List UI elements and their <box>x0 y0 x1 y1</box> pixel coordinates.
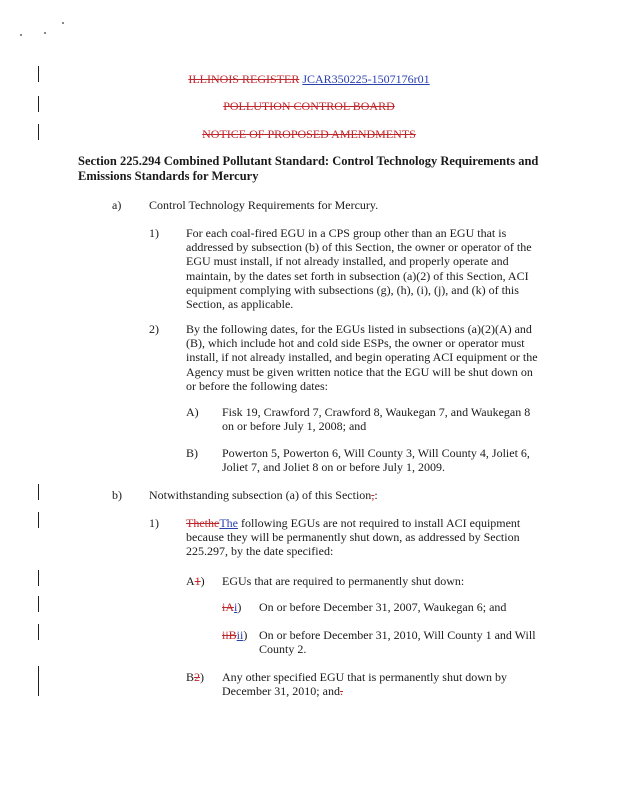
revision-bar <box>38 484 39 500</box>
scan-speck <box>20 34 22 36</box>
item-bAi-text: On or before December 31, 2007, Waukegan 6; and <box>259 600 507 614</box>
section-title: Section 225.294 Combined Pollutant Standard: Control Technology Requirements and Emissions Standards for Mercury <box>78 154 539 183</box>
item-a2A-label: A) <box>186 405 199 419</box>
notice-header: NOTICE OF PROPOSED AMENDMENTS <box>202 127 416 141</box>
item-a2-text: By the following dates, for the EGUs listed in subsections (a)(2)(A) and (B), which include hot and cold side ESPs, the owner or operator must install, if not already installed, and begin operating ACI equipment or the Agency must be given written notice that the EGU will be shut down on or before the following dates: <box>186 322 538 393</box>
item-a2B-label: B) <box>186 446 198 460</box>
subsection-a-label: a) <box>112 198 122 212</box>
item-b1-label: 1) <box>149 516 159 530</box>
item-bAi-label: iAi) <box>222 600 242 614</box>
board-header: POLLUTION CONTROL BOARD <box>223 99 395 113</box>
item-a1-text: For each coal-fired EGU in a CPS group other than an EGU that is addressed by subsection (b) of this Section, the owner or operator of the EGU must install, if not already installed, and properly operate and maintain, by the dates set forth in subsection (a)(2) of this Section, ACI equipment complying with subsections (g), (h), (i), (j), and (k) of this Section, as applicable. <box>186 226 532 312</box>
item-a2A-text: Fisk 19, Crawford 7, Crawford 8, Waukegan 7, and Waukegan 8 on or before July 1, 2008; and <box>222 405 531 434</box>
revision-bar <box>38 596 39 612</box>
item-bB-label: B2) <box>186 670 205 684</box>
subsection-b-label: b) <box>112 488 122 502</box>
item-a1-label: 1) <box>149 226 159 240</box>
register-header: ILLINOIS REGISTER JCAR350225-1507176r01 <box>188 72 430 86</box>
subsection-a-heading: Control Technology Requirements for Mercury. <box>149 198 379 212</box>
item-bA-label: A1) <box>186 574 205 588</box>
subsection-b-heading: Notwithstanding subsection (a) of this Section,: <box>149 488 378 502</box>
scan-speck <box>62 22 64 24</box>
item-b1-text: ThetheThe following EGUs are not required to install ACI equipment because they will be permanently shut down, as addressed by Section 225.297, by the date specified: <box>186 516 521 559</box>
revision-bar <box>38 512 39 528</box>
revision-bar <box>38 624 39 640</box>
item-a2-label: 2) <box>149 322 159 336</box>
item-bAii-label: iiBii) <box>222 628 248 642</box>
item-bAii-text: On or before December 31, 2010, Will County 1 and Will County 2. <box>259 628 536 657</box>
revision-bar <box>38 570 39 586</box>
item-bB-text: Any other specified EGU that is permanently shut down by December 31, 2010; and. <box>222 670 507 699</box>
scan-speck <box>44 32 46 34</box>
item-bA-text: EGUs that are required to permanently shut down: <box>222 574 465 588</box>
revision-bar <box>38 666 39 696</box>
item-a2B-text: Powerton 5, Powerton 6, Will County 3, Will County 4, Joliet 6, Joliet 7, and Joliet 8 on or before July 1, 2009. <box>222 446 530 475</box>
